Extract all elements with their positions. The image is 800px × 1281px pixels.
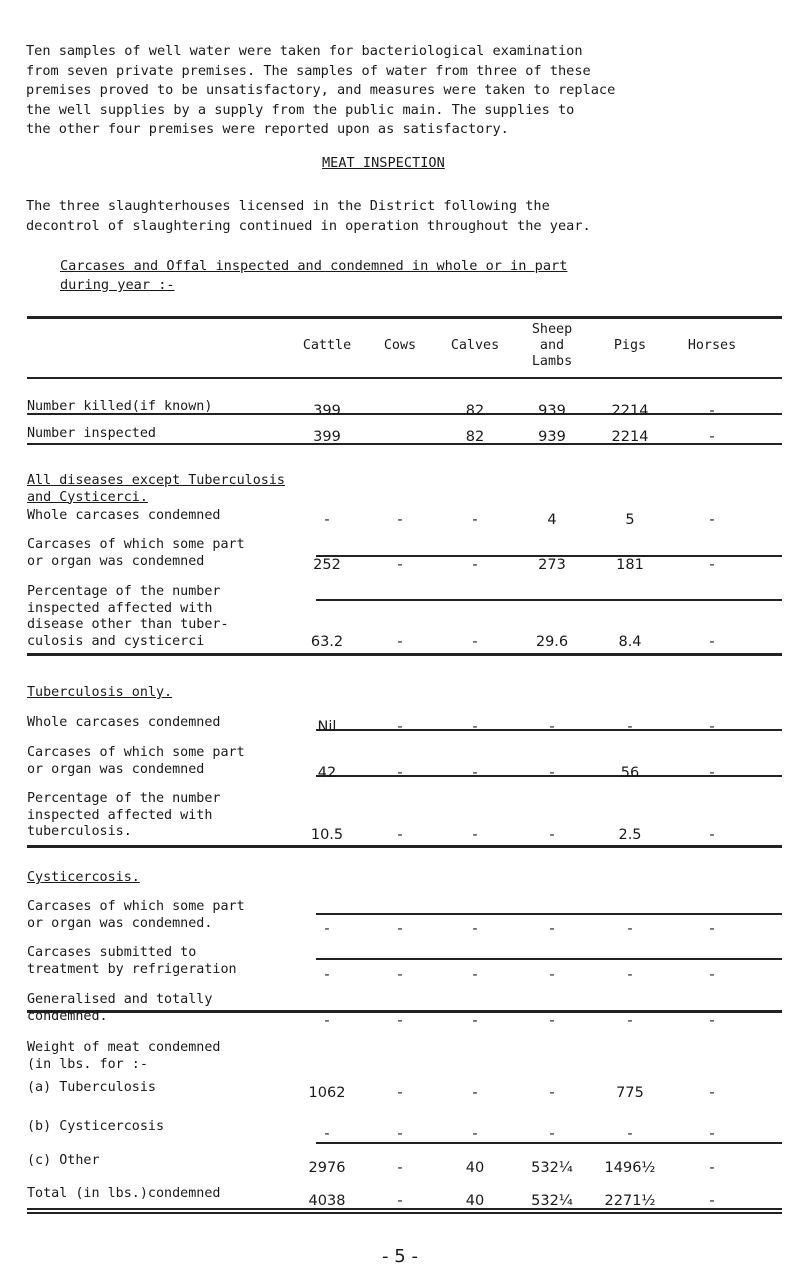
section-heading: MEAT INSPECTION xyxy=(322,155,445,171)
table-cell: - xyxy=(324,1013,330,1029)
row-label: Carcases submitted to xyxy=(27,945,197,960)
table-rule xyxy=(27,377,782,379)
row-label: disease other than tuber- xyxy=(27,617,229,632)
table-cell: - xyxy=(549,1126,555,1142)
table-cell: - xyxy=(627,967,633,983)
table-cell: - xyxy=(709,1126,715,1142)
section-label: and Cysticerci. xyxy=(27,489,148,505)
table-cell: - xyxy=(709,634,715,650)
table-rule xyxy=(27,845,782,848)
row-label: Total (in lbs.)condemned xyxy=(27,1186,221,1201)
table-cell: - xyxy=(472,1013,478,1029)
table-cell: - xyxy=(324,512,330,528)
row-label: culosis and cysticerci xyxy=(27,633,205,649)
table-cell: - xyxy=(397,557,403,573)
row-label: inspected affected with xyxy=(27,807,213,823)
table-rule xyxy=(27,443,782,445)
caption-line: during year :- xyxy=(60,277,175,293)
table-cell: 2976 xyxy=(308,1160,346,1176)
table-cell: - xyxy=(397,765,403,781)
table-cell: - xyxy=(709,1193,715,1209)
table-cell: 2214 xyxy=(611,429,649,445)
slaughterhouse-paragraph xyxy=(26,197,786,236)
paragraph-line: The three slaughterhouses licensed in the District following the xyxy=(26,198,550,214)
caption-line: Carcases and Offal inspected and condemned in whole or in part xyxy=(60,258,568,274)
table-cell: - xyxy=(397,1013,403,1029)
table-cell: 939 xyxy=(538,429,566,445)
table-cell: - xyxy=(549,765,555,781)
table-rule xyxy=(27,1212,782,1214)
table-rule xyxy=(27,653,782,656)
table-cell: - xyxy=(709,1085,715,1101)
table-cell: 1062 xyxy=(308,1085,346,1101)
table-rule xyxy=(27,316,782,319)
row-label: Carcases of which some part xyxy=(27,537,245,552)
row-label: Percentage of the number xyxy=(27,791,221,806)
table-cell: 4038 xyxy=(308,1193,346,1209)
table-cell: - xyxy=(709,719,715,735)
table-cell: - xyxy=(397,967,403,983)
row-label: inspected affected with xyxy=(27,600,213,616)
table-cell: - xyxy=(627,1013,633,1029)
table-cell: 10.5 xyxy=(310,827,344,843)
column-header: and xyxy=(539,338,565,353)
table-cell: - xyxy=(397,719,403,735)
table-cell: 56 xyxy=(620,765,640,781)
row-label: Generalised and totally xyxy=(27,992,213,1007)
table-cell: - xyxy=(397,1160,403,1176)
table-cell: 2214 xyxy=(611,403,649,419)
table-cell: Nil xyxy=(317,719,337,735)
table-cell: 1496½ xyxy=(604,1160,656,1176)
table-cell: - xyxy=(709,967,715,983)
table-cell: - xyxy=(549,719,555,735)
table-cell: - xyxy=(709,921,715,937)
row-label: Carcases of which some part xyxy=(27,899,245,914)
section-label: Cysticercosis. xyxy=(27,870,140,885)
table-cell: 29.6 xyxy=(535,634,569,650)
table-cell: - xyxy=(397,921,403,937)
table-cell: - xyxy=(472,557,478,573)
row-label: or organ was condemned xyxy=(27,761,205,777)
table-cell: 399 xyxy=(313,429,341,445)
row-label: treatment by refrigeration xyxy=(27,961,237,977)
table-cell: 252 xyxy=(313,557,341,573)
table-cell: - xyxy=(324,921,330,937)
table-cell: - xyxy=(472,1085,478,1101)
row-label: or organ was condemned. xyxy=(27,915,213,931)
column-header: Pigs xyxy=(613,338,647,353)
table-cell: - xyxy=(709,1160,715,1176)
paragraph-line: premises proved to be unsatisfactory, and measures were taken to replace xyxy=(26,82,616,98)
row-label: Number killed(if known) xyxy=(27,399,213,414)
table-cell: - xyxy=(397,1126,403,1142)
page-number: - 5 - xyxy=(382,1246,418,1267)
table-cell: 2271½ xyxy=(604,1193,656,1209)
table-cell: 4 xyxy=(547,512,557,528)
paragraph-line: Ten samples of well water were taken for bacteriological examination xyxy=(26,43,583,59)
row-label: Whole carcases condemned xyxy=(27,715,221,730)
table-cell: 939 xyxy=(538,403,566,419)
column-header: Cows xyxy=(383,338,417,353)
table-cell: 82 xyxy=(465,429,485,445)
table-rule xyxy=(316,913,782,915)
table-cell: - xyxy=(472,512,478,528)
table-cell: 2.5 xyxy=(618,827,642,843)
table-cell: - xyxy=(397,634,403,650)
row-label: Whole carcases condemned xyxy=(27,508,221,523)
table-cell: - xyxy=(709,557,715,573)
table-cell: - xyxy=(472,827,478,843)
table-cell: 532¼ xyxy=(531,1193,573,1209)
table-cell: 40 xyxy=(465,1193,485,1209)
table-cell: - xyxy=(472,765,478,781)
table-cell: - xyxy=(709,429,715,445)
table-cell: - xyxy=(549,1085,555,1101)
table-cell: 82 xyxy=(465,403,485,419)
row-label: or organ was condemned xyxy=(27,553,205,569)
table-cell: - xyxy=(709,512,715,528)
row-label: Number inspected xyxy=(27,426,156,441)
row-label: (in lbs. for :- xyxy=(27,1056,148,1072)
section-label: Tuberculosis only. xyxy=(27,685,173,700)
column-header: Horses xyxy=(687,338,737,353)
table-cell: - xyxy=(324,1126,330,1142)
table-cell: - xyxy=(397,1193,403,1209)
row-label: Carcases of which some part xyxy=(27,745,245,760)
table-cell: 181 xyxy=(616,557,644,573)
table-cell: 42 xyxy=(317,765,337,781)
table-rule xyxy=(316,599,782,601)
table-cell: - xyxy=(472,634,478,650)
row-label: Weight of meat condemned xyxy=(27,1040,221,1055)
column-header: Calves xyxy=(450,338,500,353)
table-cell: - xyxy=(472,967,478,983)
table-cell: 399 xyxy=(313,403,341,419)
column-header: Sheep xyxy=(531,322,573,337)
table-cell: 5 xyxy=(625,512,635,528)
table-rule xyxy=(316,958,782,960)
table-cell: 273 xyxy=(538,557,566,573)
row-label: Percentage of the number xyxy=(27,584,221,599)
table-cell: - xyxy=(472,921,478,937)
paragraph-line: decontrol of slaughtering continued in operation throughout the year. xyxy=(26,217,591,234)
table-caption xyxy=(60,257,567,295)
column-header: Cattle xyxy=(302,338,352,353)
table-cell: - xyxy=(549,967,555,983)
table-cell: - xyxy=(472,1126,478,1142)
row-label: condemned. xyxy=(27,1008,108,1024)
table-cell: 63.2 xyxy=(310,634,344,650)
table-cell: - xyxy=(627,921,633,937)
table-cell: - xyxy=(627,1126,633,1142)
table-cell: - xyxy=(397,827,403,843)
paragraph-line: the well supplies by a supply from the public main. The supplies to xyxy=(26,101,575,118)
table-cell: 8.4 xyxy=(618,634,642,650)
row-label: (b) Cysticercosis xyxy=(27,1119,165,1134)
table-cell: - xyxy=(549,1013,555,1029)
table-cell: 532¼ xyxy=(531,1160,573,1176)
well-water-paragraph xyxy=(26,42,786,140)
paragraph-line: the other four premises were reported upon as satisfactory. xyxy=(26,121,509,137)
table-cell: - xyxy=(324,967,330,983)
table-cell: - xyxy=(397,512,403,528)
table-cell: - xyxy=(397,1085,403,1101)
table-cell: - xyxy=(709,1013,715,1029)
table-cell: - xyxy=(709,827,715,843)
table-cell: 40 xyxy=(465,1160,485,1176)
section-label: All diseases except Tuberculosis xyxy=(27,473,285,488)
row-label: (a) Tuberculosis xyxy=(27,1080,156,1095)
row-label: (c) Other xyxy=(27,1153,100,1168)
paragraph-line: from seven private premises. The samples of water from three of these xyxy=(26,62,591,79)
table-cell: - xyxy=(709,765,715,781)
column-header: Lambs xyxy=(531,354,573,369)
row-label: tuberculosis. xyxy=(27,824,132,839)
table-cell: - xyxy=(709,403,715,419)
table-cell: - xyxy=(549,921,555,937)
table-cell: - xyxy=(472,719,478,735)
table-cell: - xyxy=(627,719,633,735)
table-cell: 775 xyxy=(616,1085,644,1101)
table-cell: - xyxy=(549,827,555,843)
